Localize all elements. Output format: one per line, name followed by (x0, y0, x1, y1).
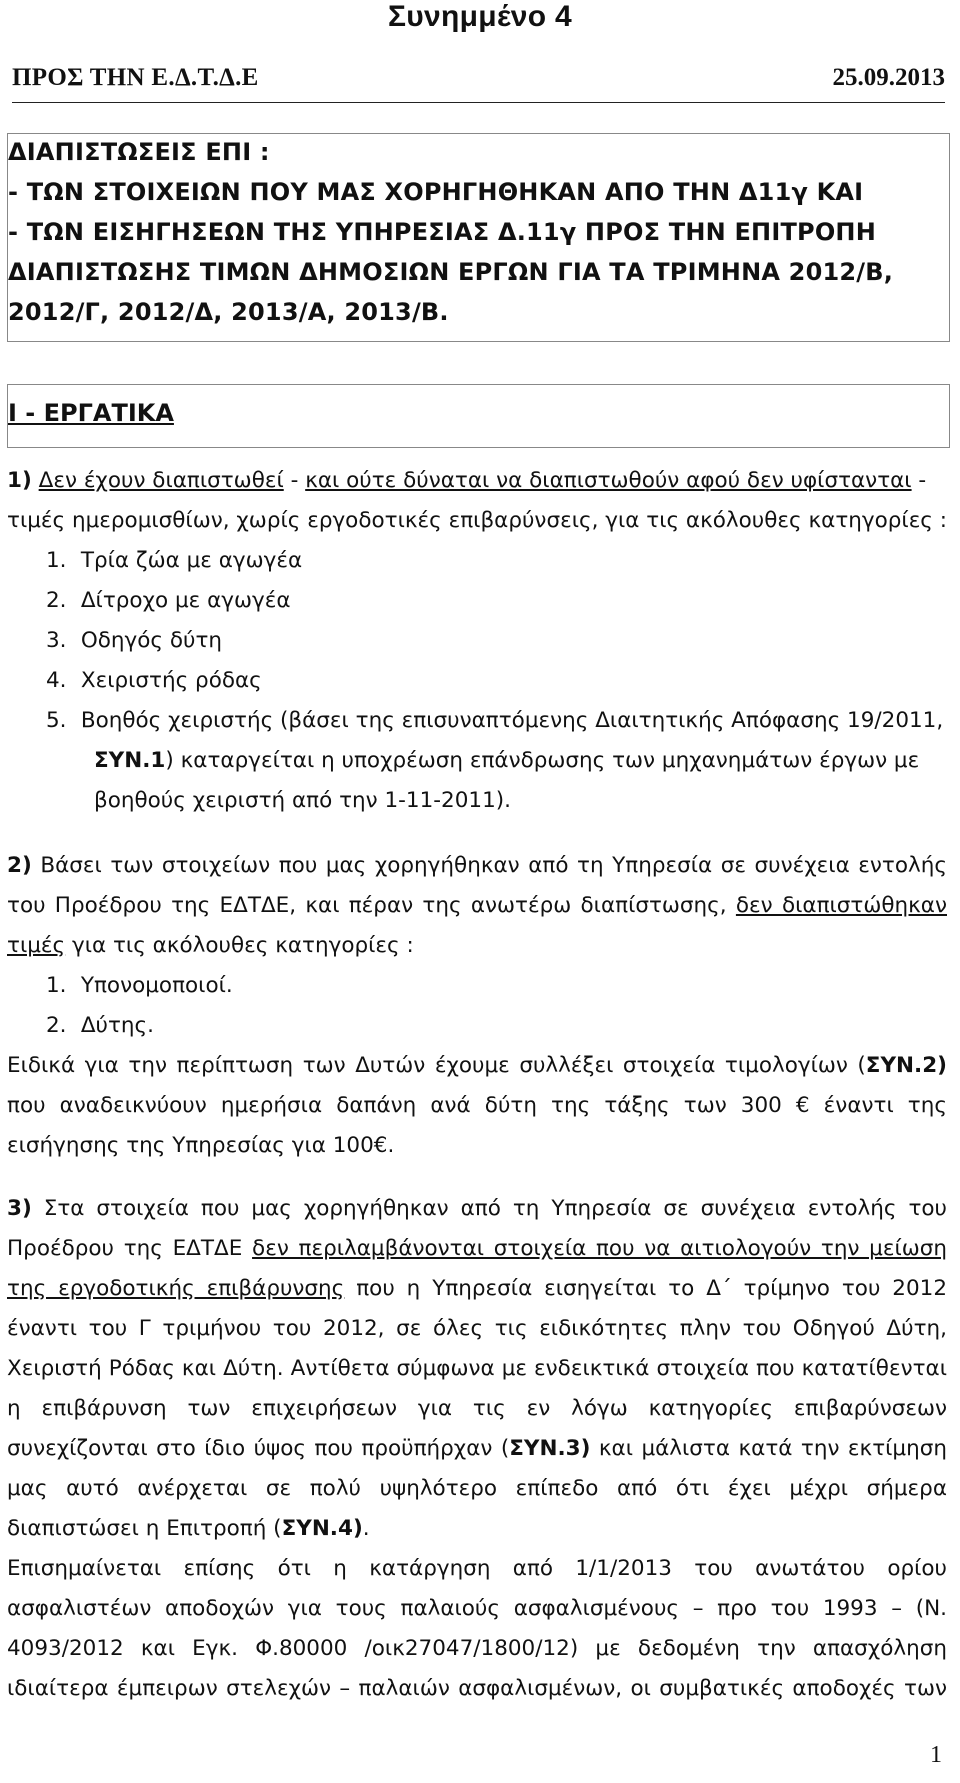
attachment-title: Συνημμένο 4 (387, 0, 573, 33)
paragraph-3-line (7, 1436, 960, 1461)
text: ) καταργείται η υποχρέωση επάνδρωσης των μηχανημάτων έργων με (165, 748, 920, 773)
list-item (46, 708, 943, 733)
paragraph-3-line (7, 1476, 960, 1501)
list-number: 3. (46, 628, 67, 653)
text: Βάσει των στοιχείων που μας χορηγήθηκαν από τη Υπηρεσία σε συνέχεια εντολής (31, 853, 947, 878)
underlined-text: Δεν έχουν διαπιστωθεί (38, 468, 284, 493)
list-item-continuation: βοηθούς χειριστή από την 1-11-2011). (94, 788, 511, 813)
text: Στα στοιχεία που μας χορηγήθηκαν από τη Υπηρεσία σε συνέχεια εντολής του (31, 1196, 947, 1221)
text: για τις ακόλουθες κατηγορίες : (65, 933, 414, 958)
list-text: Οδηγός δύτη (80, 628, 223, 653)
text: ιδιαίτερα έμπειρων στελεχών – παλαιών ασφαλισμένων, οι συμβατικές αποδοχές των (7, 1676, 947, 1701)
list-number: 5. (46, 708, 67, 733)
list-text: Χειριστής ρόδας (80, 668, 262, 693)
underlined-text: δεν διαπιστώθηκαν (735, 893, 947, 918)
list-item (46, 973, 233, 998)
paragraph-3-line (7, 1356, 960, 1381)
section-box (7, 384, 950, 448)
text: ασφαλιστέων αποδοχών για τους παλαιούς ασφαλισμένους – προ του 1993 – (Ν. (7, 1596, 947, 1621)
paragraph-3-line (7, 1636, 960, 1661)
list-text: Δύτης. (80, 1013, 155, 1038)
text: Προέδρου της ΕΔΤΔΕ (7, 1236, 253, 1261)
list-item (46, 1013, 154, 1038)
paragraph-2-line (7, 1053, 960, 1078)
text: Ειδικά για την περίπτωση των Δυτών έχουμε συλλέξει στοιχεία τιμολογίων ( (7, 1053, 866, 1078)
text: έναντι του Γ τριμήνου του 2012, σε όλες τις ειδικότητες πλην του Οδηγού Δύτη, (7, 1316, 947, 1341)
list-text: Βοηθός χειριστής (βάσει της επισυναπτόμενης Διαιτητικής Απόφασης 19/2011, (80, 708, 944, 733)
paragraph-3-line (7, 1396, 960, 1421)
paragraph-3-line (7, 1516, 960, 1541)
text: και μάλιστα κατά την εκτίμηση (590, 1436, 947, 1461)
list-text: Τρία ζώα με αγωγέα (80, 548, 303, 573)
underlined-text: δεν περιλαμβάνονται στοιχεία που να αιτιολογούν την μείωση (252, 1236, 947, 1261)
list-number: 2. (46, 588, 67, 613)
list-number: 1. (46, 548, 67, 573)
paragraph-number: 2) (7, 853, 32, 878)
document-date: 25.09.2013 (832, 64, 945, 91)
paragraph-2-line (7, 893, 960, 918)
list-item (46, 628, 222, 653)
intro-box (7, 133, 950, 342)
attachment-reference: ΣΥΝ.3) (509, 1436, 591, 1461)
text: που αναδεικνύουν ημερήσια δαπάνη ανά δύτη της τάξης των 300 € έναντι της (7, 1093, 947, 1118)
text: . (362, 1516, 370, 1541)
attachment-reference: ΣΥΝ.2) (865, 1053, 947, 1078)
paragraph-2-line: εισήγησης της Υπηρεσίας για 100€. (7, 1133, 395, 1158)
list-text: Δίτροχο με αγωγέα (80, 588, 291, 613)
text: του Προέδρου της ΕΔΤΔΕ, και πέραν της ανωτέρω διαπίστωσης, (7, 893, 736, 918)
intro-line: - ΤΩΝ ΣΤΟΙΧΕΙΩΝ ΠΟΥ ΜΑΣ ΧΟΡΗΓΗΘΗΚΑΝ ΑΠΟ ΤΗΝ Δ11γ ΚΑΙ (8, 178, 864, 206)
header-row (12, 62, 945, 103)
attachment-reference: ΣΥΝ.4) (281, 1516, 363, 1541)
section-title: Ι - ΕΡΓΑΤΙΚΑ (8, 399, 174, 427)
paragraph-3-line (7, 1556, 960, 1581)
paragraph-3-line (7, 1596, 960, 1621)
paragraph-3-line (7, 1196, 960, 1221)
text: 4093/2012 και Εγκ. Φ.80000 /οικ27047/1800/12) με δεδομένη την απασχόληση (7, 1636, 947, 1661)
list-number: 4. (46, 668, 67, 693)
paragraph-2-line (7, 933, 960, 958)
paragraph-2-line (7, 1093, 960, 1118)
paragraph-1-line (7, 468, 960, 493)
list-item (46, 668, 262, 693)
underlined-text: και ούτε δύναται να διαπιστωθούν αφού δεν υφίστανται (305, 468, 912, 493)
page-number: 1 (930, 1742, 942, 1768)
recipient: ΠΡΟΣ ΤΗΝ Ε.Δ.Τ.Δ.Ε (12, 64, 259, 91)
text: η επιβάρυνση των επιχειρήσεων για τις εν λόγω κατηγορίες επιβαρύνσεων (7, 1396, 947, 1421)
paragraph-3-line (7, 1316, 960, 1341)
paragraph-number: 1) (7, 468, 32, 493)
intro-line: ΔΙΑΠΙΣΤΩΣΗΣ ΤΙΜΩΝ ΔΗΜΟΣΙΩΝ ΕΡΓΩΝ ΓΙΑ ΤΑ ΤΡΙΜΗΝΑ 2012/Β, (8, 258, 894, 286)
intro-line: ΔΙΑΠΙΣΤΩΣΕΙΣ ΕΠΙ : (8, 138, 270, 166)
list-number: 2. (46, 1013, 67, 1038)
text: συνεχίζονται στο ίδιο ύψος που προϋπήρχαν ( (7, 1436, 510, 1461)
underlined-text: τιμές (7, 933, 66, 958)
underlined-text: της εργοδοτικής επιβάρυνσης (7, 1276, 345, 1301)
text: - (911, 468, 927, 493)
intro-line: 2012/Γ, 2012/Δ, 2013/Α, 2013/Β. (8, 298, 449, 326)
text: μας αυτό ανέρχεται σε πολύ υψηλότερο επίπεδο από ότι έχει μέχρι σήμερα (7, 1476, 947, 1501)
paragraph-3-line (7, 1676, 960, 1701)
paragraph-number: 3) (7, 1196, 32, 1221)
list-number: 1. (46, 973, 67, 998)
text: Χειριστή Ρόδας και Δύτη. Αντίθετα σύμφωνα με ενδεικτικά στοιχεία που κατατίθενται (7, 1356, 947, 1381)
paragraph-3-line (7, 1236, 960, 1261)
paragraph-2-line (7, 853, 960, 878)
paragraph-1-line: τιμές ημερομισθίων, χωρίς εργοδοτικές επιβαρύνσεις, για τις ακόλουθες κατηγορίες : (7, 508, 948, 533)
text: διαπιστώσει η Επιτροπή ( (7, 1516, 282, 1541)
paragraph-3-line (7, 1276, 960, 1301)
text: - (283, 468, 306, 493)
intro-line: - ΤΩΝ ΕΙΣΗΓΗΣΕΩΝ ΤΗΣ ΥΠΗΡΕΣΙΑΣ Δ.11γ ΠΡΟΣ ΤΗΝ ΕΠΙΤΡΟΠΗ (8, 218, 877, 246)
text: που η Υπηρεσία εισηγείται το Δ΄ τρίμηνο του 2012 (344, 1276, 948, 1301)
list-text: Υπονομοποιοί. (80, 973, 233, 998)
list-item (46, 548, 302, 573)
list-item (46, 588, 291, 613)
list-item-continuation (94, 748, 919, 773)
text: Επισημαίνεται επίσης ότι η κατάργηση από 1/1/2013 του ανωτάτου ορίου (7, 1556, 947, 1581)
attachment-reference: ΣΥΝ.1 (94, 748, 166, 773)
